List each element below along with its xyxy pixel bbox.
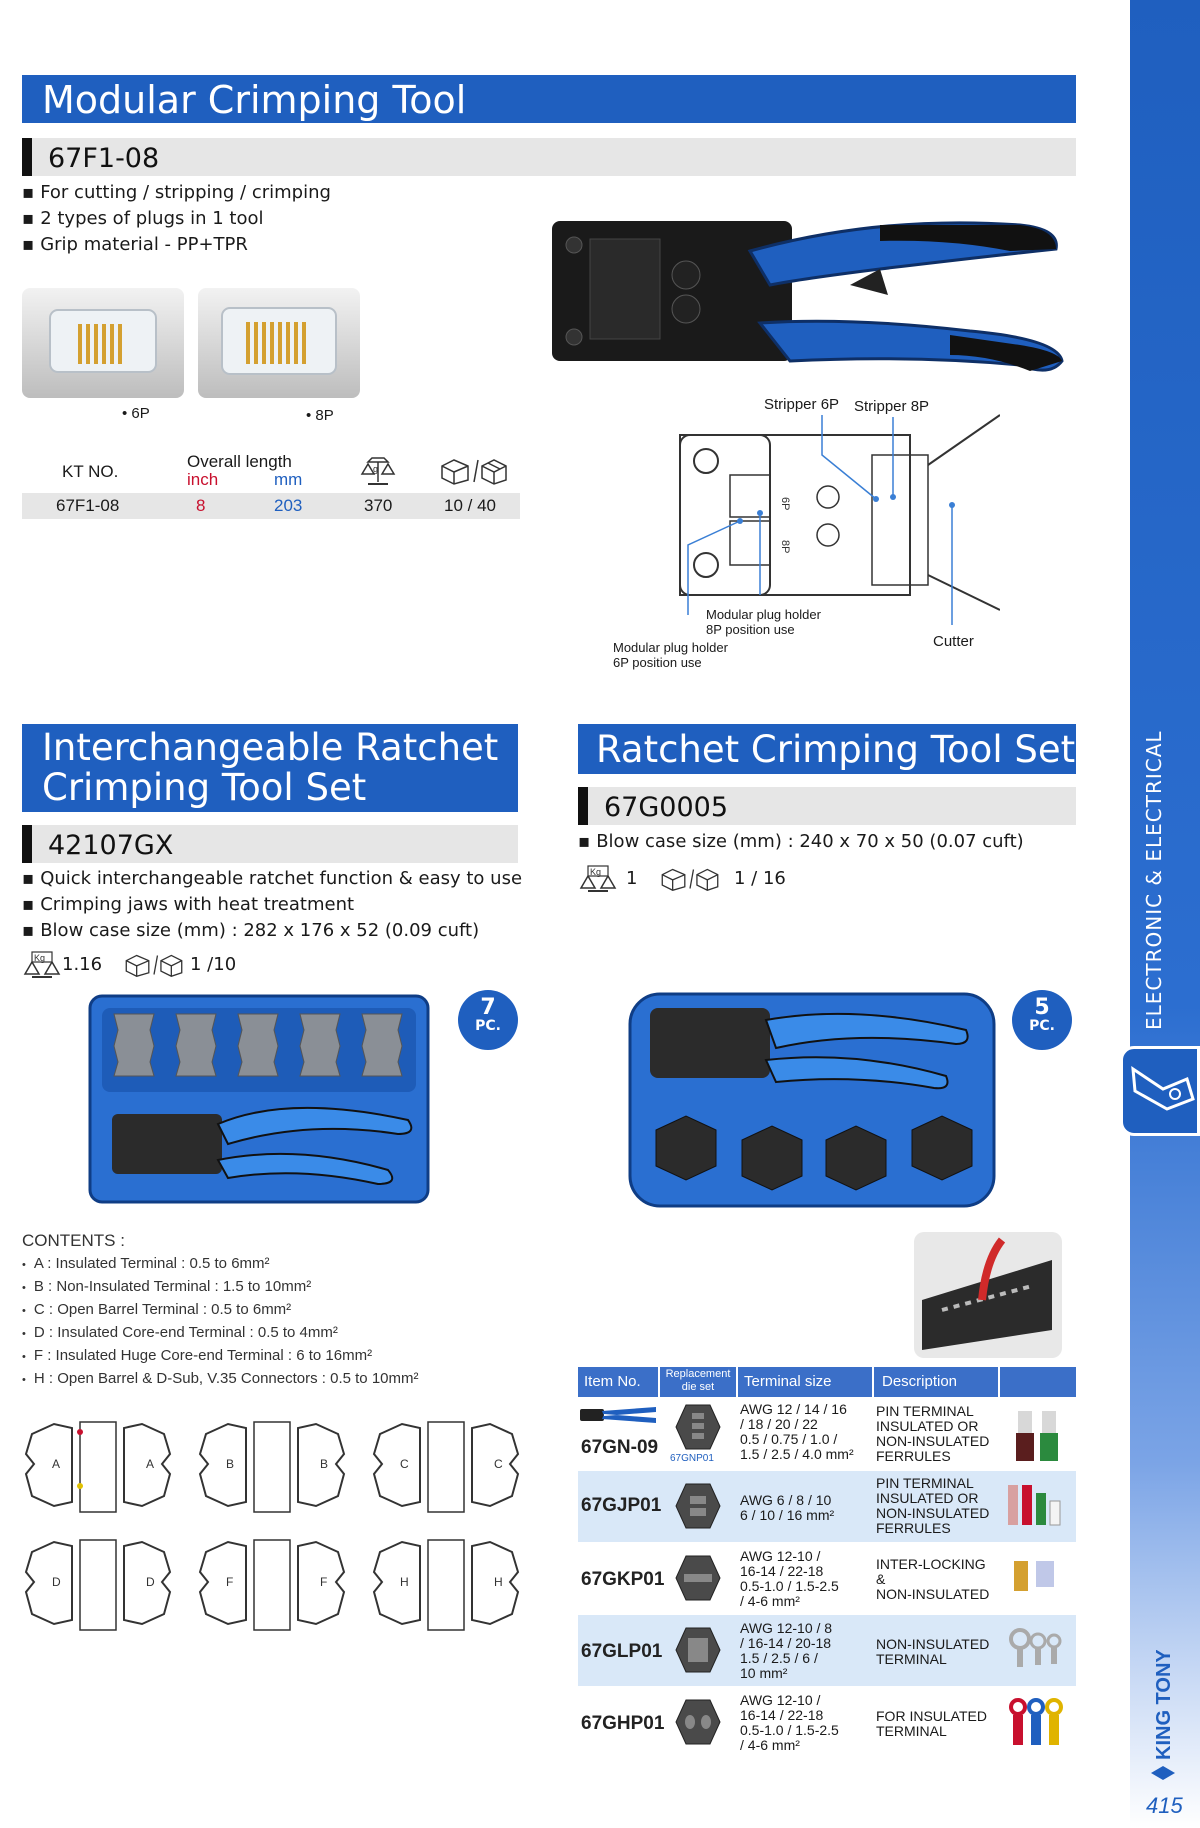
ferrule-terminals-image: [1004, 1479, 1070, 1535]
die-diagrams: [18, 1410, 528, 1640]
plug-8p-label: • 8P: [306, 407, 334, 424]
brand-logo: [1148, 1650, 1178, 1780]
mark-8p: 8P: [779, 540, 791, 554]
feature-item: ▪ Grip material - PP+TPR: [22, 232, 522, 258]
section3-title-bar: [578, 724, 1076, 774]
label-stripper-8p: Stripper 8P: [854, 398, 930, 415]
plug-8p-image: [198, 288, 360, 398]
badge-number: 7: [480, 995, 496, 1020]
dt-col-image: [1000, 1367, 1076, 1397]
package-qty-icon: [124, 952, 184, 978]
section1-title: Modular Crimping Tool: [42, 78, 467, 122]
section2-features: [22, 866, 532, 944]
contents-item: • F : Insulated Huge Core-end Terminal : 6 to 16mm²: [22, 1345, 542, 1368]
die-set-icon: [674, 1698, 722, 1746]
die-b-letter-right: B: [320, 1457, 329, 1471]
section1-model-bar: [22, 138, 1076, 176]
plug-6p-text: 6P: [131, 405, 150, 422]
ferrule-terminals-image: [1008, 1405, 1068, 1465]
feature-item: ▪ Quick interchangeable ratchet function & easy to use: [22, 866, 532, 892]
section3-title: Ratchet Crimping Tool Set: [596, 728, 1076, 771]
weight-icon: [358, 456, 398, 488]
wire-crimp-photo: [912, 1230, 1064, 1360]
badge-number: 5: [1034, 995, 1050, 1020]
table-row: [578, 1543, 1076, 1614]
interlocking-terminals-image: [1008, 1555, 1064, 1605]
section1-model: 67F1-08: [48, 143, 160, 174]
die-h-letter-right: H: [494, 1575, 503, 1589]
section3-model: 67G0005: [604, 792, 728, 823]
dt-header-desc: Description: [882, 1373, 958, 1390]
brand-logo-text: KING TONY: [1153, 1650, 1175, 1760]
section2-model: 42107GX: [48, 830, 174, 861]
section3-weight: 1: [626, 868, 638, 889]
interchangeable-set-photo: [88, 994, 430, 1206]
section2-pieces-badge: [458, 990, 518, 1050]
dt-description: NON-INSULATED TERMINAL: [876, 1636, 990, 1667]
feature-item: ▪ For cutting / stripping / crimping: [22, 180, 522, 206]
die-c-letter-left: C: [400, 1457, 409, 1471]
plug-6p-label: • 6P: [122, 405, 150, 422]
dt-description: PIN TERMINAL INSULATED OR NON-INSULATED FERRULES: [876, 1403, 990, 1464]
contents-title: CONTENTS :: [22, 1231, 125, 1250]
contents-item: • B : Non-Insulated Terminal : 1.5 to 10mm²: [22, 1276, 542, 1299]
label-cutter: Cutter: [933, 633, 974, 650]
feature-item: ▪ Crimping jaws with heat treatment: [22, 892, 532, 918]
table-row: [578, 1399, 1076, 1470]
dt-item-no: 67GKP01: [581, 1569, 665, 1590]
dt-terminal-size: AWG 12-10 / 16-14 / 22-18 0.5-1.0 / 1.5-2.5 / 4-6 mm²: [740, 1548, 839, 1609]
die-set-icon: [674, 1554, 722, 1602]
dt-item-no: 67GLP01: [581, 1641, 663, 1662]
section3-features: [578, 829, 1078, 855]
die-d-letter-right: D: [146, 1575, 155, 1589]
contents-list: [22, 1253, 542, 1391]
die-a-letter-right: A: [146, 1457, 155, 1471]
plug-8p-text: 8P: [315, 407, 334, 424]
label-holder-6p: Modular plug holder 6P position use: [613, 640, 728, 670]
spec-row: [22, 493, 520, 519]
dt-col-item: [578, 1367, 658, 1397]
die-f-letter-right: F: [320, 1575, 328, 1589]
category-icon: [1120, 1046, 1200, 1136]
die-set-icon: [674, 1403, 722, 1451]
ratchet-set-photo: [626, 990, 998, 1212]
section2-title-line2: Crimping Tool Set: [42, 766, 367, 809]
feature-item: ▪ 2 types of plugs in 1 tool: [22, 206, 522, 232]
dt-description: INTER-LOCKING & NON-INSULATED: [876, 1556, 990, 1602]
die-c-letter-right: C: [494, 1457, 503, 1471]
plug-6p-image: [22, 288, 184, 398]
dt-description: PIN TERMINAL INSULATED OR NON-INSULATED FERRULES: [876, 1475, 990, 1536]
dt-terminal-size: AWG 12-10 / 16-14 / 22-18 0.5-1.0 / 1.5-2.5 / 4-6 mm²: [740, 1692, 839, 1753]
package-qty-icon: [440, 456, 508, 486]
die-set-icon: [674, 1482, 722, 1530]
badge-unit: PC.: [475, 1018, 501, 1034]
feature-item: ▪ Blow case size (mm) : 240 x 70 x 50 (0.07 cuft): [578, 829, 1078, 855]
modular-crimping-tool-photo: [550, 205, 1066, 390]
unit-inch: inch: [187, 470, 219, 489]
section2-weight: 1.16: [62, 954, 103, 975]
weight-kg-icon: [578, 864, 618, 894]
section3-pieces-badge: [1012, 990, 1072, 1050]
dt-die-label: 67GNP01: [670, 1453, 714, 1464]
weight-kg-text: Kg: [590, 867, 602, 877]
crimper-thumbnail: [580, 1403, 658, 1427]
weight-icon-g: g: [373, 464, 379, 474]
contents-item: • D : Insulated Core-end Terminal : 0.5 to 4mm²: [22, 1322, 542, 1345]
section3-pack: 1 / 16: [734, 868, 786, 889]
contents-item: • A : Insulated Terminal : 0.5 to 6mm²: [22, 1253, 542, 1276]
die-b-letter-left: B: [226, 1457, 235, 1471]
dt-col-die: [660, 1367, 736, 1397]
spec-inch: 8: [196, 496, 206, 515]
table-row: [578, 1615, 1076, 1686]
label-holder-8p: Modular plug holder 8P position use: [706, 607, 821, 637]
die-a-letter-left: A: [52, 1457, 61, 1471]
weight-kg-icon: [22, 950, 62, 980]
spec-pack: 10 / 40: [444, 496, 496, 515]
die-set-icon: [674, 1626, 722, 1674]
section2-title-line1: Interchangeable Ratchet: [42, 726, 499, 769]
dt-terminal-size: AWG 6 / 8 / 10 6 / 10 / 16 mm²: [740, 1492, 835, 1523]
table-row: [578, 1471, 1076, 1542]
dt-terminal-size: AWG 12-10 / 8 / 16-14 / 20-18 1.5 / 2.5 / 6 / 10 mm²: [740, 1620, 833, 1681]
contents-item: • H : Open Barrel & D-Sub, V.35 Connectors : 0.5 to 10mm²: [22, 1368, 542, 1391]
die-f-letter-left: F: [226, 1575, 234, 1589]
dt-header-die: Replacement die set: [665, 1368, 731, 1393]
dt-item-no: 67GN-09: [581, 1437, 659, 1458]
ring-terminals-image: [1008, 1627, 1064, 1673]
col-kt-no: KT NO.: [62, 462, 119, 481]
section2-pack: 1 /10: [190, 954, 237, 975]
page-number: 415: [1146, 1793, 1183, 1818]
dt-item-no: 67GJP01: [581, 1495, 662, 1516]
section1-features: [22, 180, 522, 258]
weight-kg-text: Kg: [34, 953, 46, 963]
dt-header-term: Terminal size: [744, 1373, 832, 1390]
spec-mm: 203: [274, 496, 303, 515]
spec-kt: 67F1-08: [56, 496, 120, 515]
unit-mm: mm: [274, 470, 303, 489]
dt-item-no: 67GHP01: [581, 1713, 665, 1734]
mark-6p: 6P: [779, 497, 791, 511]
spec-weight: 370: [364, 496, 393, 515]
dt-terminal-size: AWG 12 / 14 / 16 / 18 / 20 / 22 0.5 / 0.75 / 1.0 / 1.5 / 2.5 / 4.0 mm²: [740, 1401, 854, 1462]
dt-col-term: [738, 1367, 872, 1397]
col-overall-length: Overall length: [187, 452, 292, 471]
dt-header-item: Item No.: [584, 1373, 641, 1390]
section1-title-bar: [22, 75, 1076, 123]
table-row: [578, 1687, 1076, 1758]
insulated-terminals-image: [1008, 1695, 1064, 1751]
section2-model-bar: [22, 825, 518, 863]
contents-item: • C : Open Barrel Terminal : 0.5 to 6mm²: [22, 1299, 542, 1322]
die-h-letter-left: H: [400, 1575, 409, 1589]
section2-title-bar: [22, 724, 518, 812]
die-d-letter-left: D: [52, 1575, 61, 1589]
badge-unit: PC.: [1029, 1018, 1055, 1034]
package-qty-icon: [660, 866, 720, 892]
label-stripper-6p: Stripper 6P: [764, 396, 840, 413]
dt-description: FOR INSULATED TERMINAL: [876, 1708, 987, 1739]
category-label: ELECTRONIC & ELECTRICAL: [1142, 730, 1166, 1030]
section3-model-bar: [578, 787, 1076, 825]
feature-item: ▪ Blow case size (mm) : 282 x 176 x 52 (0.09 cuft): [22, 918, 532, 944]
dt-col-desc: [874, 1367, 998, 1397]
